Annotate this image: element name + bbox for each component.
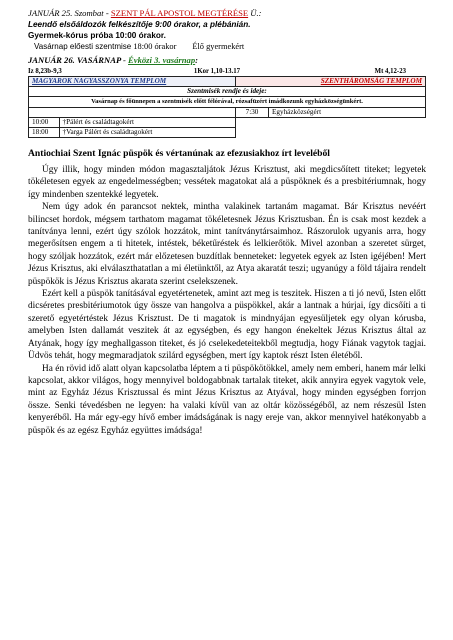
reading-first: Iz 8,23b-9,3 [28,68,62,75]
reading-second: 1Kor 1,10-13.17 [193,68,241,75]
reading-paragraph: Nem úgy adok én parancsot nektek, mintha valakinek tartanám magamat. Bár Krisztus nevéért bilincset hordok, mégsem tarthatom magamat tökéletesnek Jézus Krisztusban. Én is csak most kezdek a tanítványa lenni, ezért úgy szólok hozzátok, mint tanítványtársaimhoz. Rászorulok ugyanis arra, hogy megerősítsen engem a ti hitetek, intéstek, béketűréstek és lelkierőtök. Mivel azonban a szeretet sürget, hogy szóljak hozzátok, ezért már előzetesen buzdítlak benneteket: legyetek egyek az Isten igéjében! Mert Jézus Krisztus, aki elválaszthatatlan a mi életünktől, az Atya akaratát teszi; ugyanúgy a föld tájaira rendelt püspökök is Jézus Krisztus akarata szerint cselekszenek. [28,202,426,287]
evening-mass-time: 18:00 órakor [131,42,177,51]
table-row [29,118,426,128]
table-row [29,108,426,118]
reading-paragraph: Ha én rövid idő alatt olyan kapcsolatba léptem a ti püspökötökkel, amely nem emberi, hanem már lelki kapcsolat, akkor világos, hogy mennyivel boldogabbnak tartalak titeket, akik annyira egyek vagytok vele, mint az Egyház Jézus Krisztussal és mint Jézus Krisztus az Atyával, hogy minden egységben forrjon össze. Senki tévedésben ne legyen: ha valaki kívül van az oltár közösségéből, az nem részesül Isten kenyeréből. Ha már egy-egy hívő ember imádságának is nagy ereje van, akkor mennyivel hatékonyabb a püspök és az egész Egyház együttes imádsága! [28,363,426,436]
reading-title: Antiochiai Szent Ignác püspök és vértanúnak az efezusiakhoz írt leveléből [28,148,330,159]
row-intent: †Pálért és családtagokért [59,118,236,128]
reading-paragraph: Ezért kell a püspök tanításával egyetértenetek, amint azt meg is teszitek. Hiszen a ti jó nevű, Isten előtt dicséretes presbitériumotok úgy össze van hangolva a püspökkel, akár a lantnak a húrjai, így dicsőíti a ti szerető egyetértéstek Jézus Krisztust. De ti magatok is mindnyájan egyesüljetek egy olyan kórusba, amelyben Isten dallamát veszitek át az egységben, és egy hangon énekeltek Jézus Krisztus által az Atyának, hogy így meghallgasson titeket, és jó cselekedeteitekből megtudja, hogy Fiának vagytok tagjai. Üdvös tehát, hogy megmaradjatok szilárd egységben, mert így kaptok részt Isten életéből. [28,289,426,362]
right-intent: Egyházközségért [269,108,426,118]
row-time: 18:00 [29,128,60,138]
mass-schedule-table [28,76,426,138]
day26-feast-suffix: : [195,55,199,65]
reading-gospel: Mt 4,12-23 [374,68,406,75]
mass-order-title: Szentmisék rendje és ideje: [29,87,426,97]
row-time: 10:00 [29,118,60,128]
day25-date: JANUÁR 25. Szombat - [28,8,111,18]
church1-header: MAGYAROK NAGYASSZONYA TEMPLOM [29,77,236,87]
day25-feast-suffix: Ü.: [248,8,262,18]
day25-heading [28,8,426,19]
day26-date: JANUÁR 26. VASÁRNAP - [28,55,129,65]
rosary-notice: Vasárnap és főünnepen a szentmisék előtt félórával, rózsafüzért imádkozunk egyházközségünkért. [29,97,426,108]
confirmation-line: Leendő elsőáldozók felkészítője 9:00 órakor, a plébánián. [28,20,251,29]
day25-feast: SZENT PÁL APOSTOL MEGTÉRÉSE [110,8,249,18]
readings-line [28,67,426,76]
choir-line: Gyermek-kórus próba 10:00 órakor. [28,31,166,40]
evening-mass-intent: Élő gyermekért [192,42,245,51]
table-row [29,128,426,138]
right-time: 7:30 [236,108,269,118]
day26-feast: Évközi 3. vasárnap [128,55,196,65]
reading-paragraph: Úgy illik, hogy minden módon magasztaljátok Jézus Krisztust, aki megdicsőített titeket; legyetek tökéletesen egyek az engedelmességben; vessétek magatokat alá a püspöknek és a presbitériumnak, hogy így mindenben szentekké legyetek. [28,165,426,200]
evening-mass-label: Vasárnap előesti szentmise [34,42,132,51]
church2-header: SZENTHÁROMSÁG TEMPLOM [236,77,426,87]
bulletin-page [28,8,426,437]
evening-mass-line [34,41,426,52]
day26-heading [28,55,426,66]
row-intent: †Varga Pálért és családtagokért [59,128,236,138]
